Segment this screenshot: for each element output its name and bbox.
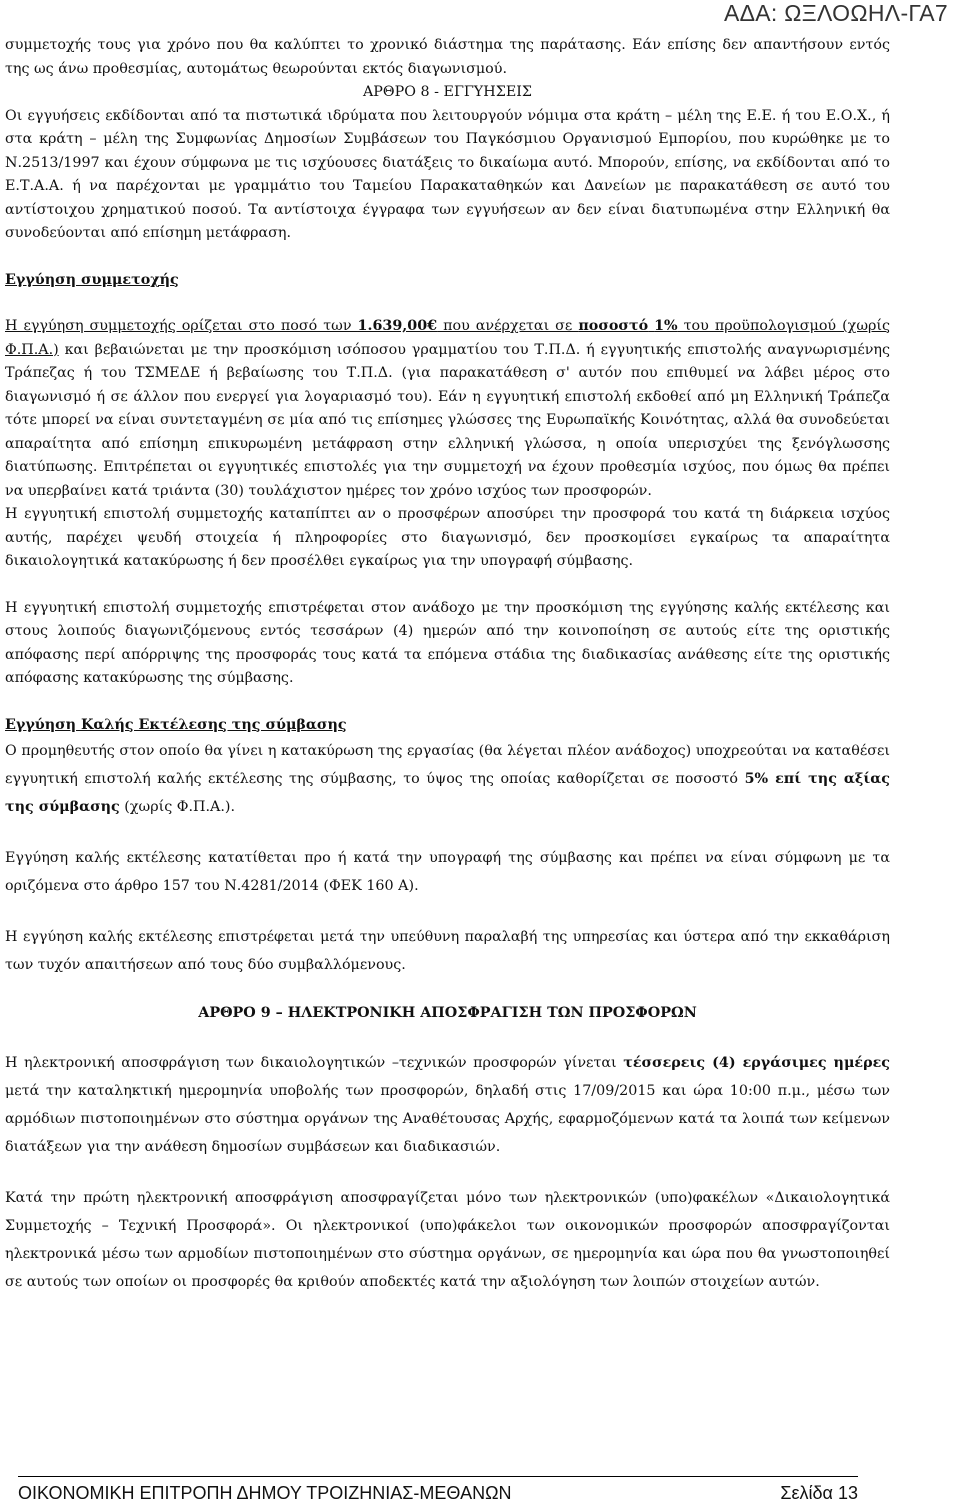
article-8-paragraph: Οι εγγυήσεις εκδίδονται από τα πιστωτικά ιδρύματα που λειτουργούν νόμιμα στα κράτη – μέλη της Ε.Ε. ή του Ε.Ο.Χ., ή στα κράτη – μέλη της Συμφωνίας Δημοσίων Συμβάσεων του Παγκόσμιου Οργανισμού Εμπορίου, που κυρώθηκε με το Ν.2513/1997 και έχουν σύμφωνα με τις ισχύουσες διατάξεις το δικαίωμα αυτό. Μπορούν, επίσης, να εκδίδονται από το Ε.Τ.Α.Α. ή να παρέχονται με γραμμάτιο του Ταμείου Παρακαταθηκών και Δανείων με παρακατάθεση σε αυτό του αντίστοιχου χρηματικού ποσού. Τα αντίστοιχα έγγραφα των εγγυήσεων αν δεν είναι διατυπωμένα στην Ελληνική θα συνοδεύονται από επίσημη μετάφραση. xyxy=(5,107,890,241)
article-9-heading: ΑΡΘΡΟ 9 – ΗΛΕΚΤΡΟΝΙΚΗ ΑΠΟΣΦΡΑΓΙΣΗ ΤΩΝ ΠΡΟΣΦΟΡΩΝ xyxy=(198,1005,697,1021)
return-paragraph: Η εγγυητική επιστολή συμμετοχής επιστρέφεται στον ανάδοχο με την προσκόμιση της εγγύησης καλής εκτέλεσης και στους λοιπούς διαγωνιζόμενους εντός τεσσάρων (4) ημερών από την κοινοποίηση σε αυτούς είτε της οριστικής απόφασης περί απόρριψης της προσφοράς τους κατά τα επόμενα στάδια της διαδικασίας ανάθεσης είτε της οριστικής απόφασης κατακύρωσης της σύμβασης. xyxy=(5,599,890,686)
ada-code: ΑΔΑ: ΩΞΛΟΩΗΛ-ΓΑ7 xyxy=(723,0,948,26)
footer-page-number: Σελίδα 13 xyxy=(780,1483,858,1503)
footer-organization: ΟΙΚΟΝΟΜΙΚΗ ΕΠΙΤΡΟΠΗ ΔΗΜΟΥ ΤΡΟΙΖΗΝΙΑΣ-ΜΕΘΑΝΩΝ xyxy=(18,1483,512,1503)
intro-paragraph: συμμετοχής τους για χρόνο που θα καλύπτει το χρονικό διάστημα της παράτασης. Εάν επίσης δεν απαντήσουν εντός της ως άνω προθεσμίας, αυτομάτως θεωρούνται εκτός διαγωνισμού. xyxy=(5,37,890,77)
article-9-paragraph-2: Κατά την πρώτη ηλεκτρονική αποσφράγιση αποσφραγίζεται μόνο των ηλεκτρονικών (υπο)φακέλων «Δικαιολογητικά Συμμετοχής – Τεχνική Προσφορά». Οι ηλεκτρονικοί (υπο)φάκελοι των οικονομικών προσφορών αποσφραγίζονται ηλεκτρονικά μέσω των αρμοδίων πιστοποιημένων στο σύστημα οργάνων, σε ημερομηνία και ώρα που θα γνωστοποιηθεί σε αυτούς των οποίων οι προσφορές θα κριθούν αποδεκτές κατά την αξιολόγηση των λοιπών στοιχείων αυτών. xyxy=(5,1189,890,1290)
performance-guarantee-return-paragraph: Η εγγύηση καλής εκτέλεσης επιστρέφεται μετά την υπεύθυνη παραλαβή της υπηρεσίας και ύστερα από την εκκαθάριση των τυχόν απαιτήσεων από τους δύο συμβαλλόμενους. xyxy=(5,929,890,973)
participation-guarantee-paragraph: Η εγγύηση συμμετοχής ορίζεται στο ποσό των 1.639,00€ που ανέρχεται σε ποσοστό 1% του προϋπολογισμού (χωρίς Φ.Π.Α.) και βεβαιώνεται με την προσκόμιση ισόποσου γραμματίου του Τ.Π.Δ. ή εγγυητικής επιστολής αναγνωρισμένης Τράπεζας ή του ΤΣΜΕΔΕ ή βεβαίωσης του Τ.Π.Δ. (για παρακατάθεση σ' αυτόν που επιθυμεί να λάβει μέρος στο διαγωνισμό ή σε άλλον που ενεργεί για λογαριασμό του). Εάν η εγγυητική επιστολή εκδοθεί από μη Ελληνική Τράπεζα τότε μπορεί να είναι συντεταγμένη σε μία από τις επίσημες γλώσσες της Ευρωπαϊκής Κοινότητας, αλλά θα συνοδεύεται απαραίτητα από επίσημη επικυρωμένη μετάφραση στην ελληνική γλώσσα, η οποία υπερισχύει της ξενόγλωσσης διατύπωσης. Επιτρέπεται οι εγγυητικές επιστολές για την συμμετοχή να έχουν προθεσμία ισχύος, που όμως θα πρέπει να υπερβαίνει κατά τριάντα (30) τουλάχιστον ημέρες τον χρόνο ισχύος των προσφορών. xyxy=(5,318,891,499)
participation-guarantee-heading: Εγγύηση συμμετοχής xyxy=(5,271,179,288)
performance-guarantee-heading: Εγγύηση Καλής Εκτέλεσης της σύμβασης xyxy=(5,716,347,733)
performance-guarantee-paragraph: Ο προμηθευτής στον οποίο θα γίνει η κατακύρωση της εργασίας (θα λέγεται πλέον ανάδοχος) υποχρεούται να καταθέσει εγγυητική επιστολή καλής εκτέλεσης της σύμβασης, το ύψος της οποίας καθορίζεται σε ποσοστό 5% επί της αξίας της σύμβασης (χωρίς Φ.Π.Α.). xyxy=(5,743,890,815)
page-footer xyxy=(18,1476,858,1504)
performance-guarantee-deposit-paragraph: Εγγύηση καλής εκτέλεσης κατατίθεται προ ή κατά την υπογραφή της σύμβασης και πρέπει να είναι σύμφωνη με τα οριζόμενα στο άρθρο 157 του Ν.4281/2014 (ΦΕΚ 160 Α). xyxy=(5,850,890,894)
article-9-paragraph-1: Η ηλεκτρονική αποσφράγιση των δικαιολογητικών –τεχνικών προσφορών γίνεται τέσσερεις (4) εργάσιμες ημέρες μετά την καταληκτική ημερομηνία υποβολής των προσφορών, δηλαδή στις 17/09/2015 και ώρα 10:00 π.μ., μέσω των αρμόδιων πιστοποιημένων στο σύστημα οργάνων της Αναθέτουσας Αρχής, εφαρμοζόμενων κατά τα λοιπά των κείμενων διατάξεων για την ανάθεση δημοσίων συμβάσεων και διαδικασιών. xyxy=(5,1054,891,1155)
document-body xyxy=(5,34,890,1296)
forfeit-paragraph: Η εγγυητική επιστολή συμμετοχής καταπίπτει αν ο προσφέρων αποσύρει την προσφορά του κατά τη διάρκεια ισχύος αυτής, παρέχει ψευδή στοιχεία ή πληροφορίες στο διαγωνισμό, δεν προσκομίσει εγκαίρως τα απαραίτητα δικαιολογητικά κατακύρωσης ή δεν προσέλθει εγκαίρως για την υπογραφή σύμβασης. xyxy=(5,506,890,569)
article-8-heading: ΑΡΘΡΟ 8 - ΕΓΓΥΗΣΕΙΣ xyxy=(362,84,533,100)
